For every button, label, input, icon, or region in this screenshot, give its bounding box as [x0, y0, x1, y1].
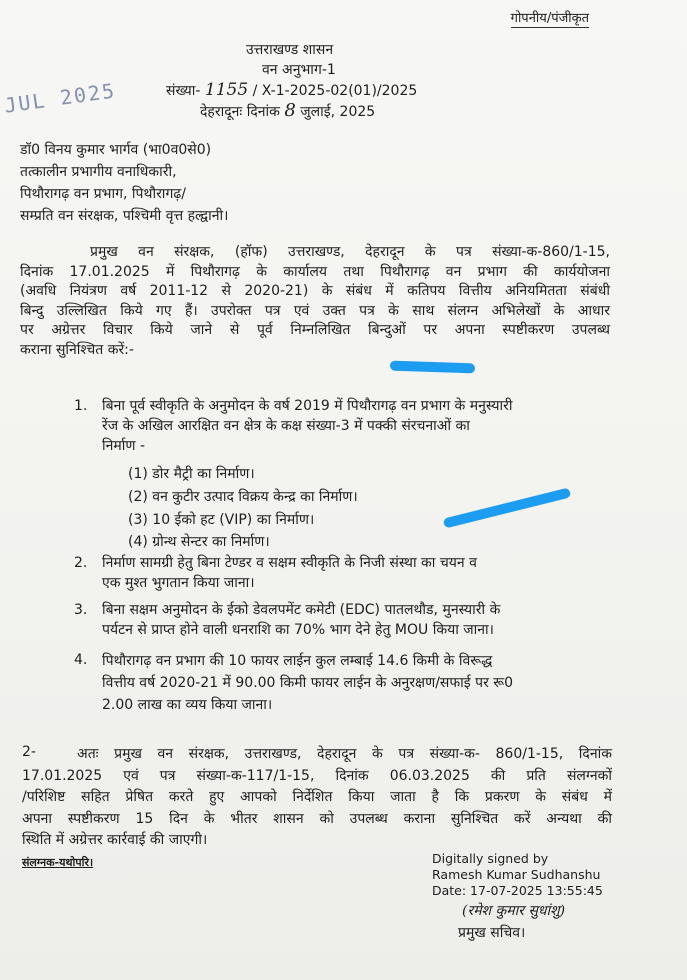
point-text — [102, 553, 477, 593]
intro-paragraph — [20, 243, 610, 360]
ref-suffix: / X-1-2025-02(01)/2025 — [252, 83, 418, 99]
point-line: वित्तीय वर्ष 2020-21 में 90.00 किमी फायर लाईन के अनुरक्षण/सफाई पर रू0 — [102, 675, 514, 691]
blue-highlight-mark — [443, 487, 572, 528]
government-name: उत्तराखण्ड शासन — [246, 42, 334, 58]
ref-handwritten-number: 1155 — [204, 80, 249, 100]
para2-line: 17.01.2025 एवं पत्र संख्या-क-117/1-15, दिनांक 06.03.2025 की प्रति संलग्नकों — [22, 767, 612, 784]
point-line: एक मुश्त भुगतान किया जाना। — [102, 575, 255, 591]
date-suffix: जुलाई, 2025 — [300, 104, 376, 120]
enclosure-note: संलग्नक-यथोपरि। — [22, 856, 94, 869]
intro-line: कराना सुनिश्चित करें:- — [20, 341, 134, 358]
point-text — [102, 396, 512, 456]
signatory-designation: प्रमुख सचिव। — [458, 925, 526, 941]
para2-line: स्थिति में अग्रेत्तर कार्रवाई की जाएगी। — [22, 832, 208, 848]
point-line: पर्यटन से प्राप्त होने वाली धनराशि का 70% भाग देने हेतु MOU किया जाना। — [102, 622, 494, 638]
para2-line: अपना स्पष्टीकरण 15 दिन के भीतर शासन को उपलब्ध कराना सुनिश्चित करें अन्यथा की — [22, 810, 612, 827]
classification-label: गोपनीय/पंजीकृत — [511, 8, 589, 28]
point-number: 3. — [74, 602, 88, 618]
addressee-line-4: सम्प्रति वन संरक्षक, पश्चिमी वृत्त हल्द्वानी। — [20, 208, 229, 224]
digital-signature-line-3: Date: 17-07-2025 13:55:45 — [432, 883, 603, 898]
received-stamp: JUL 2025 — [2, 78, 118, 118]
subpoint-1: (1) डोर मैट्री का निर्माण। — [128, 466, 255, 482]
point-line: रेंज के अखिल आरक्षित वन क्षेत्र के कक्ष संख्या-3 में पक्की संरचनाओं का — [102, 418, 470, 434]
addressee-line-2: तत्कालीन प्रभागीय वनाधिकारी, — [20, 164, 177, 180]
para2-line: /परिशिष्ट सहित प्रेषित करते हुए आपको निर्देशित किया जाता है कि प्रकरण के संबंध में — [22, 789, 612, 805]
point-number: 4. — [74, 652, 88, 668]
date-prefix: देहरादूनः दिनांक — [200, 104, 280, 120]
point-line: निर्माण - — [102, 438, 146, 454]
intro-line: बिन्दु उल्लिखित किये गए हैं। उपरोक्त पत्र एवं उक्त पत्र के साथ संलग्न अभिलेखों के आधार — [20, 302, 610, 319]
point-number: 1. — [74, 398, 88, 414]
digital-signature-line-2: Ramesh Kumar Sudhanshu — [432, 867, 601, 882]
blue-highlight-mark — [390, 361, 475, 374]
addressee-line-1: डॉ0 विनय कुमार भार्गव (भा0व0से0) — [20, 142, 212, 158]
intro-line: (अवधि नियंत्रण वर्ष 2011-12 से 2020-21) के संबंध में कतिपय वित्तीय अनियमितता संबंधी — [20, 283, 610, 299]
para2-paragraph — [22, 744, 612, 852]
date-line — [200, 100, 375, 121]
reference-number — [166, 80, 417, 100]
point-line: निर्माण सामग्री हेतु बिना टेण्डर व सक्षम स्वीकृति के निजी संस्था का चयन व — [102, 555, 477, 571]
para2-line: अतः प्रमुख वन संरक्षक, उत्तराखण्ड, देहरादून के पत्र संख्या-क- 860/1-15, दिनांक — [77, 746, 612, 762]
digital-signature-line-1: Digitally signed by — [432, 851, 549, 866]
para2-number: 2- — [22, 744, 36, 760]
intro-line: प्रमुख वन संरक्षक, (हॉफ) उत्तराखण्ड, देहरादून के पत्र संख्या-क-860/1-15, — [90, 244, 610, 260]
point-line: पिथौरागढ़ वन प्रभाग की 10 फायर लाईन कुल लम्बाई 14.6 किमी के विरूद्ध — [102, 653, 493, 669]
intro-line: दिनांक 17.01.2025 में पिथौरागढ़ के कार्यालय तथा पिथौरागढ़ वन प्रभाग की कार्ययोजना — [20, 263, 610, 280]
intro-line: पर अग्रेत्तर विचार किये जाने से पूर्व निम्नलिखित बिन्दुओं पर अपना स्पष्टीकरण उपलब्ध — [20, 322, 610, 338]
point-text — [102, 600, 500, 640]
subpoint-2: (2) वन कुटीर उत्पाद विक्रय केन्द्र का निर्माण। — [128, 489, 358, 505]
subpoint-4: (4) ग्रोन्थ सेन्टर का निर्माण। — [128, 534, 270, 550]
subpoint-3: (3) 10 ईको हट (VIP) का निर्माण। — [128, 512, 315, 528]
point-line: बिना सक्षम अनुमोदन के ईको डेवलपमेंट कमेटी (EDC) पातलथौड, मुनस्यारी के — [102, 602, 501, 618]
point-number: 2. — [74, 555, 88, 571]
point-line: बिना पूर्व स्वीकृति के अनुमोदन के वर्ष 2019 में पिथौरागढ़ वन प्रभाग के मनुस्यारी — [102, 398, 513, 414]
signatory-name: (रमेश कुमार सुधांशु) — [462, 903, 566, 919]
section-name: वन अनुभाग-1 — [262, 62, 336, 78]
addressee-line-3: पिथौरागढ़ वन प्रभाग, पिथौरागढ़/ — [20, 186, 186, 202]
point-text — [102, 650, 513, 716]
ref-prefix: संख्या- — [166, 83, 201, 99]
point-line: 2.00 लाख का व्यय किया जाना। — [102, 697, 273, 713]
date-handwritten-day: 8 — [284, 100, 296, 121]
